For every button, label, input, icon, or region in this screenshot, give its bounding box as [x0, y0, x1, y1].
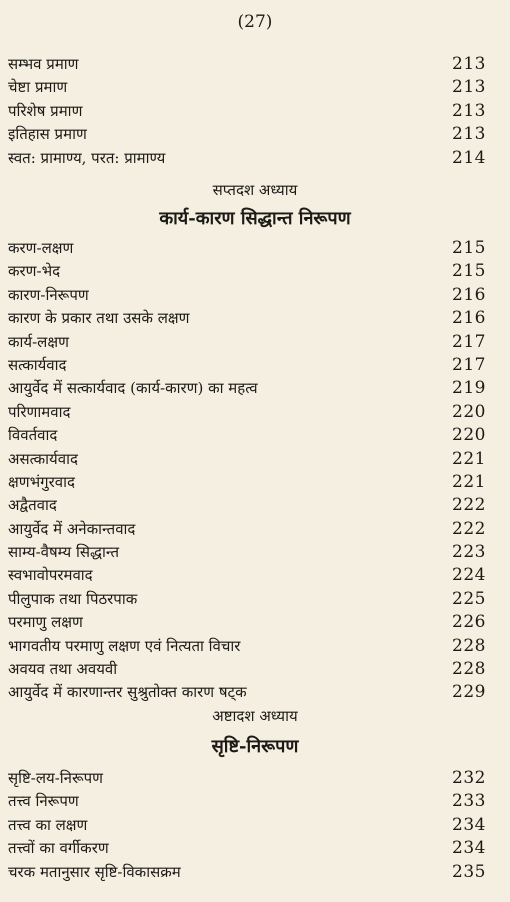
entry-page: 224 — [452, 565, 486, 586]
toc-entry — [8, 448, 486, 471]
entry-page: 229 — [452, 682, 486, 703]
toc-entry — [8, 260, 486, 283]
entry-page: 217 — [452, 354, 486, 375]
entry-page: 222 — [452, 495, 486, 516]
entry-page: 228 — [452, 635, 486, 656]
entry-title: आयुर्वेद में कारणान्तर सुश्रुतोक्त कारण षट्क — [8, 683, 247, 702]
entry-page: 213 — [452, 100, 486, 121]
toc-entry — [8, 53, 486, 76]
toc-entry — [8, 681, 486, 704]
toc-entry — [8, 494, 486, 517]
entry-page: 225 — [452, 588, 486, 609]
entry-title: विवर्तवाद — [8, 426, 58, 445]
entry-title: तत्त्वों का वर्गीकरण — [8, 839, 109, 858]
entry-page: 234 — [452, 838, 486, 859]
entry-page: 228 — [452, 659, 486, 680]
entry-page: 216 — [452, 308, 486, 329]
entry-page: 220 — [452, 401, 486, 422]
entry-page: 234 — [452, 814, 486, 835]
entry-page: 221 — [452, 448, 486, 469]
entry-title: सत्कार्यवाद — [8, 355, 67, 374]
toc-entry — [8, 147, 486, 170]
toc-entry — [8, 611, 486, 634]
chapter-label: अष्टादश अध्याय — [212, 707, 298, 725]
entry-page: 220 — [452, 425, 486, 446]
toc-entry — [8, 307, 486, 330]
entry-page: 219 — [452, 378, 486, 399]
entry-page: 215 — [452, 261, 486, 282]
entry-title: स्वभावोपरमवाद — [8, 566, 93, 585]
entry-title: पीलुपाक तथा पिठरपाक — [8, 589, 138, 608]
entry-title: करण-लक्षण — [8, 239, 74, 257]
toc-list-3 — [8, 767, 486, 884]
entry-title: परिशेष प्रमाण — [8, 101, 83, 120]
entry-page: 223 — [452, 542, 486, 563]
toc-entry — [8, 237, 486, 260]
entry-page: 216 — [452, 284, 486, 305]
entry-page: 213 — [452, 54, 486, 74]
entry-title: इतिहास प्रमाण — [8, 125, 87, 144]
toc-entry — [8, 861, 486, 884]
toc-entry — [8, 635, 486, 658]
chapter-title: कार्य-कारण सिद्धान्त निरूपण — [159, 208, 351, 229]
entry-title: सम्भव प्रमाण — [8, 55, 79, 73]
toc-entry — [8, 76, 486, 99]
toc-entry — [8, 541, 486, 564]
toc-entry — [8, 837, 486, 860]
entry-title: आयुर्वेद में सत्कार्यवाद (कार्य-कारण) का महत्व — [8, 379, 258, 398]
entry-page: 215 — [452, 238, 486, 258]
toc-entry — [8, 814, 486, 837]
toc-entry — [8, 100, 486, 123]
toc-list-1 — [8, 53, 486, 170]
entry-title: तत्त्व निरूपण — [8, 792, 79, 811]
entry-page: 213 — [452, 77, 486, 98]
entry-page: 221 — [452, 471, 486, 492]
entry-page: 235 — [452, 861, 486, 882]
entry-title: करण-भेद — [8, 262, 61, 281]
page-number: (27) — [237, 12, 273, 32]
toc-entry — [8, 424, 486, 447]
toc-entry — [8, 790, 486, 813]
entry-page: 233 — [452, 791, 486, 812]
toc-entry — [8, 123, 486, 146]
entry-title: आयुर्वेद में अनेकान्तवाद — [8, 519, 136, 538]
entry-title: कारण के प्रकार तथा उसके लक्षण — [8, 309, 190, 328]
entry-title: साम्य-वैषम्य सिद्धान्त — [8, 543, 120, 562]
entry-page: 217 — [452, 331, 486, 352]
toc-entry — [8, 377, 486, 400]
entry-title: कार्य-लक्षण — [8, 332, 69, 351]
entry-title: चेष्टा प्रमाण — [8, 78, 68, 97]
entry-title: स्वत: प्रामाण्य, परत: प्रामाण्य — [8, 148, 166, 167]
entry-page: 213 — [452, 124, 486, 145]
entry-title: अद्वैतवाद — [8, 496, 57, 515]
toc-entry — [8, 564, 486, 587]
entry-page: 226 — [452, 612, 486, 633]
entry-title: परिणामवाद — [8, 402, 71, 421]
entry-title: कारण-निरूपण — [8, 285, 89, 304]
entry-page: 232 — [452, 768, 486, 788]
toc-entry — [8, 588, 486, 611]
entry-title: असत्कार्यवाद — [8, 449, 78, 468]
entry-title: तत्त्व का लक्षण — [8, 815, 88, 834]
chapter-title: सृष्टि-निरूपण — [211, 736, 299, 757]
toc-list-2 — [8, 237, 486, 705]
entry-title: चरक मतानुसार सृष्टि-विकासक्रम — [8, 862, 181, 881]
entry-title: क्षणभंगुरवाद — [8, 472, 75, 491]
entry-page: 222 — [452, 518, 486, 539]
toc-entry — [8, 471, 486, 494]
toc-entry — [8, 767, 486, 790]
entry-title: सृष्टि-लय-निरूपण — [8, 769, 104, 787]
toc-entry — [8, 401, 486, 424]
toc-entry — [8, 658, 486, 681]
toc-entry — [8, 518, 486, 541]
entry-page: 214 — [452, 147, 486, 168]
toc-entry — [8, 354, 486, 377]
entry-title: परमाणु लक्षण — [8, 613, 83, 632]
entry-title: अवयव तथा अवयवी — [8, 660, 118, 679]
toc-entry — [8, 331, 486, 354]
entry-title: भागवतीय परमाणु लक्षण एवं नित्यता विचार — [8, 636, 241, 655]
toc-entry — [8, 284, 486, 307]
chapter-label: सप्तदश अध्याय — [212, 181, 298, 199]
